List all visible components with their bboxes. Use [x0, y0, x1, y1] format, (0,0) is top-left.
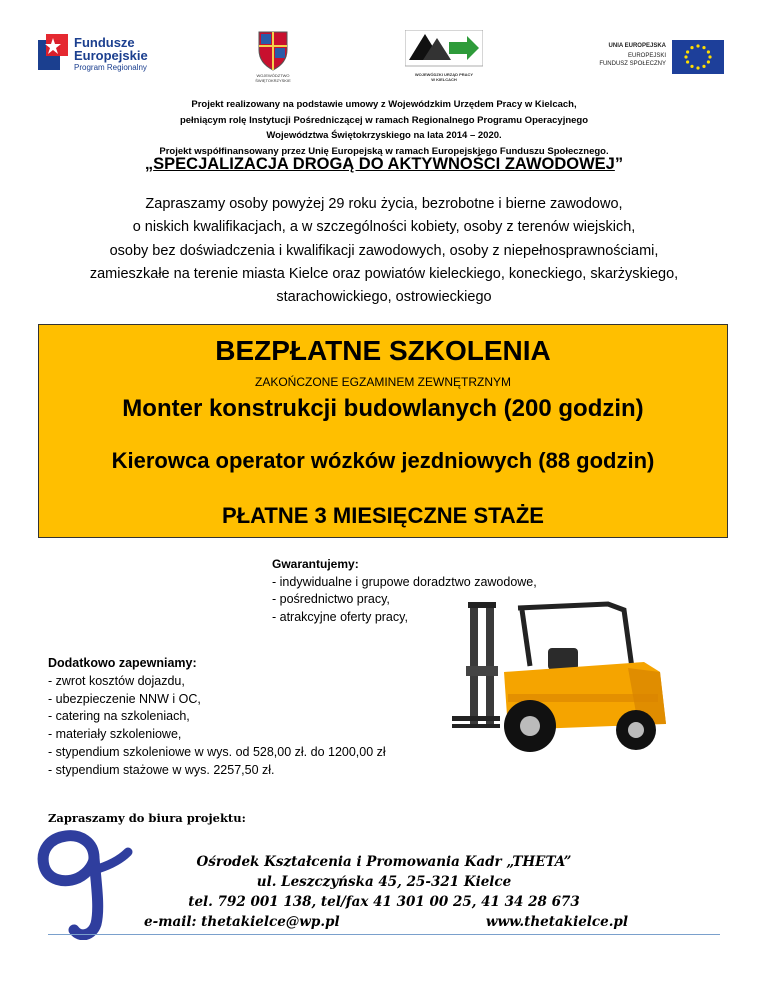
office-phone: tel. 792 001 138, tel/fax 41 301 00 25, 41 34 28 673: [188, 894, 580, 910]
wup-arrow-icon: [405, 30, 483, 70]
project-line: Projekt współfinansowany przez Unię Europejską w ramach Europejskiego Funduszu Społecznego.: [159, 145, 609, 157]
banner-subtitle: ZAKOŃCZONE EGZAMINEM ZEWNĘTRZNYM: [255, 375, 511, 389]
website-link[interactable]: www.thetakielce.pl: [485, 914, 628, 930]
list-item: - materiały szkoleniowe,: [48, 727, 182, 742]
course-monter: Monter konstrukcji budowlanych (200 godzin): [122, 395, 644, 422]
theta-logo-icon: [32, 830, 140, 940]
wup-caption1: WOJEWÓDZKI URZĄD PRACY: [414, 72, 474, 77]
office-address: [140, 852, 628, 930]
wup-caption2: W KIELCACH: [431, 77, 457, 82]
training-banner: [38, 324, 728, 538]
logo-bar: [0, 0, 768, 90]
slogan-close-quote: ”: [614, 155, 624, 173]
fundusze-europejskie-logo: [38, 34, 158, 78]
fe-star-icon: [38, 34, 68, 74]
office-name: Ośrodek Kształcenia i Promowania Kadr „THETA”: [196, 854, 572, 870]
office-street: ul. Leszczyńska 45, 25-321 Kielce: [256, 874, 512, 890]
list-item: - stypendium szkoleniowe w wys. od 528,00 zł. do 1200,00 zł: [48, 744, 386, 759]
guarantee-heading: Gwarantujemy:: [272, 557, 359, 571]
extras-list: [48, 655, 386, 780]
slogan-open-quote: „: [144, 155, 154, 173]
slogan-title: SPECJALIZACJA DROGĄ DO AKTYWNOŚCI ZAWODOWEJ: [153, 155, 615, 173]
footer-divider: [48, 934, 720, 935]
list-item: - ubezpieczenie NNW i OC,: [48, 691, 201, 706]
invite-line: starachowickiego, ostrowieckiego: [276, 289, 492, 306]
ue-efs-logo: [598, 38, 724, 74]
fe-line3: Program Regionalny: [74, 63, 147, 72]
course-forklift: Kierowca operator wózków jezdniowych (88 godzin): [111, 448, 655, 473]
list-item: - catering na szkoleniach,: [48, 709, 190, 724]
fe-line2: Europejskie: [74, 48, 148, 63]
email-link[interactable]: e-mail: thetakielce@wp.pl: [144, 914, 340, 930]
internship-info: PŁATNE 3 MIESIĘCZNE STAŻE: [222, 503, 544, 528]
list-item: - indywidualne i grupowe doradztwo zawodowe,: [272, 574, 537, 589]
invitation-text: [40, 193, 728, 309]
ue-line1: UNIA EUROPEJSKA: [608, 43, 666, 49]
invite-line: o niskich kwalifikacjach, a w szczególności kobiety, osoby z terenów wiejskich,: [132, 219, 636, 236]
banner-title: BEZPŁATNE SZKOLENIA: [215, 335, 551, 366]
swk-caption1: WOJEWÓDZTWO: [256, 73, 290, 78]
eu-flag-icon: [672, 40, 724, 74]
list-item: - pośrednictwo pracy,: [272, 592, 390, 606]
swk-caption2: ŚWIĘTOKRZYSKIE: [255, 78, 291, 83]
wup-kielce-logo: [405, 30, 483, 86]
list-item: - atrakcyjne oferty pracy,: [272, 609, 408, 624]
project-info: [100, 97, 668, 159]
project-line: Projekt realizowany na podstawie umowy z Wojewódzkim Urzędem Pracy w Kielcach,: [191, 99, 577, 110]
invite-line: Zapraszamy osoby powyżej 29 roku życia, bezrobotne i bierne zawodowo,: [145, 196, 623, 212]
list-item: - zwrot kosztów dojazdu,: [48, 673, 185, 688]
invite-line: osoby bez doświadczenia i kwalifikacji zawodowych, osoby z niepełnosprawnościami,: [109, 242, 659, 259]
swietokrzyskie-crest-logo: [244, 28, 302, 82]
list-item: - stypendium stażowe w wys. 2257,50 zł.: [48, 762, 275, 777]
fe-line1: Fundusze: [74, 35, 135, 50]
crest-icon: [251, 28, 295, 72]
office-heading: Zapraszamy do biura projektu:: [48, 811, 246, 825]
ue-line2: EUROPEJSKI: [627, 53, 666, 59]
extras-heading: Dodatkowo zapewniamy:: [48, 656, 197, 670]
invite-line: zamieszkałe na terenie miasta Kielce oraz powiatów kieleckiego, koneckiego, skarżyskiego,: [89, 265, 679, 282]
forklift-image: [448, 598, 730, 758]
ue-line3: FUNDUSZ SPOŁECZNY: [599, 61, 666, 67]
project-slogan: [0, 155, 768, 174]
project-line: pełniącym rolę Instytucji Pośredniczącej w ramach Regionalnego Programu Operacyjnego: [179, 114, 589, 126]
project-line: Województwa Świętokrzyskiego na lata 2014 – 2020.: [266, 130, 502, 141]
